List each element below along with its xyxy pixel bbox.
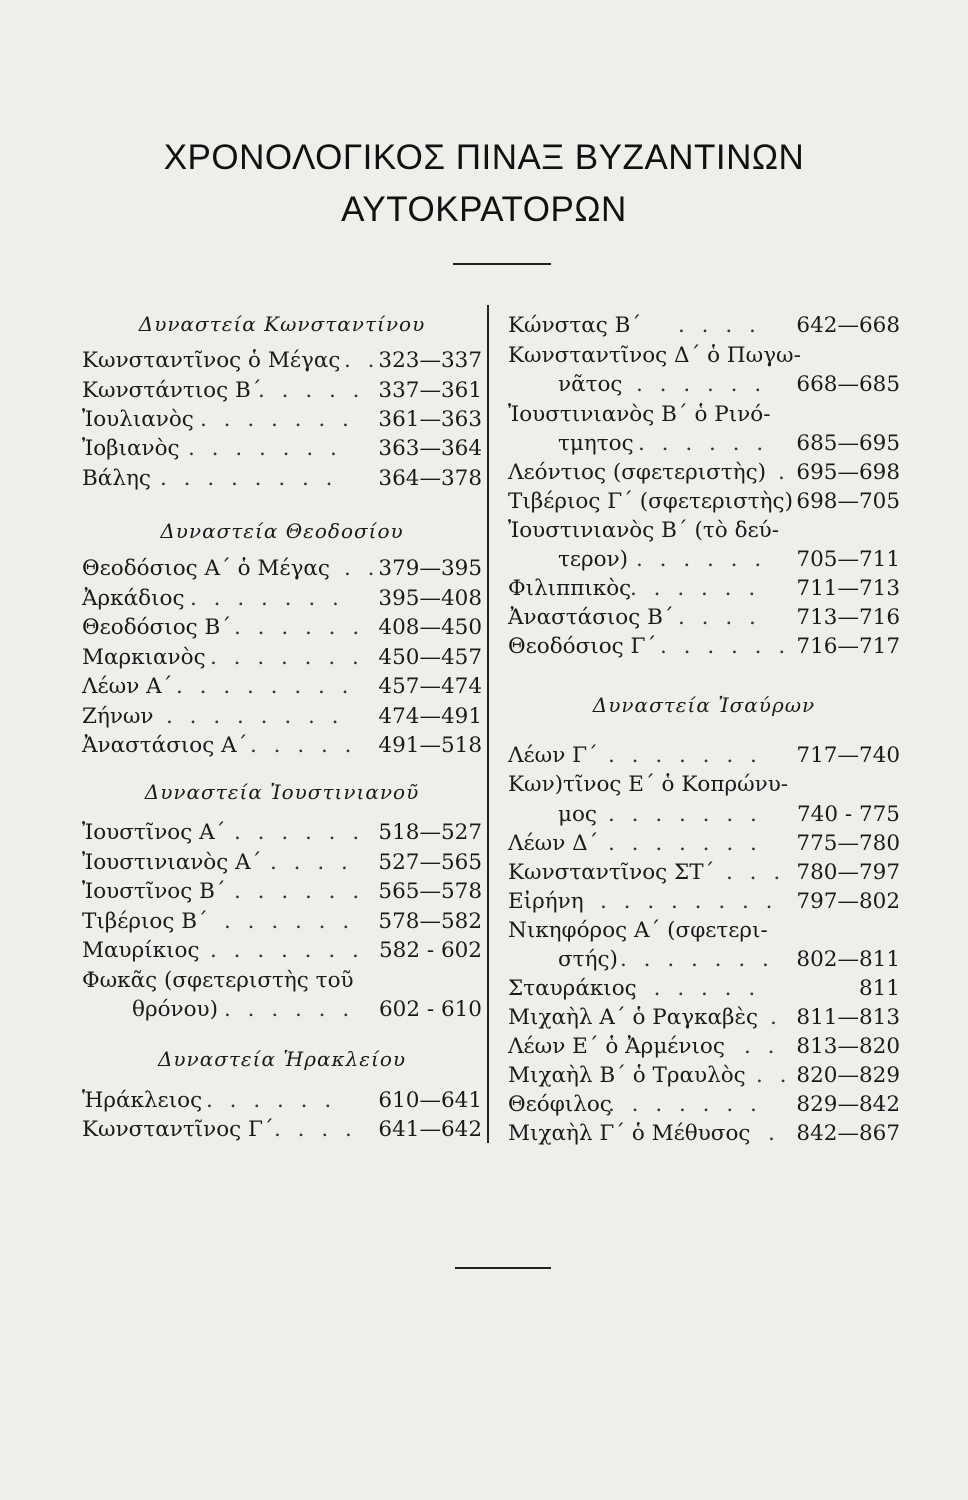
leader-dots: . . . . . .	[630, 576, 761, 601]
dynasty-heading: Δυναστεία Ἰσαύρων	[592, 693, 816, 717]
reign-years: 641—642	[378, 1117, 482, 1142]
reign-years: 565—578	[378, 879, 482, 904]
leader-dots: . . . . . .	[206, 1088, 337, 1113]
emperor-name: Εἰρήνη	[508, 889, 584, 914]
dynasty-heading: Δυναστεία Θεοδοσίου	[160, 519, 404, 543]
emperor-name: Ἰοβιανὸς	[82, 436, 180, 461]
emperor-name: Φωκᾶς (σφετεριστὴς τοῦ	[82, 968, 354, 993]
reign-years: 450—457	[378, 645, 482, 670]
reign-years: 457—474	[378, 674, 482, 699]
emperor-name: Κωνσταντῖνος ὁ Μέγας	[82, 348, 341, 373]
reign-years: 395—408	[378, 586, 482, 611]
reign-years: 408—450	[378, 615, 482, 640]
emperor-row	[508, 770, 900, 800]
leader-dots: . . . . . .	[224, 909, 355, 934]
emperor-row	[82, 434, 482, 464]
leader-dots: . . . . . .	[636, 547, 767, 572]
reign-years: 797—802	[796, 889, 900, 914]
leader-dots: .	[770, 1005, 782, 1030]
reign-years: 820—829	[796, 1063, 900, 1088]
emperor-row	[82, 464, 482, 494]
emperor-name: Φιλιππικὸς	[508, 576, 632, 601]
emperor-name: Ἰουστῖνος Α΄	[82, 820, 226, 845]
reign-years: 582 - 602	[378, 938, 482, 963]
reign-years: 363—364	[378, 436, 482, 461]
reign-years: 775—780	[796, 831, 900, 856]
emperor-name: τερον)	[558, 547, 629, 572]
reign-years: 474—491	[378, 704, 482, 729]
reign-years: 711—713	[796, 576, 900, 601]
emperor-row	[82, 907, 482, 937]
emperor-name: Κώνστας Β΄	[508, 313, 642, 338]
emperor-row	[82, 376, 482, 406]
emperor-name: Λέων Δ΄	[508, 831, 599, 856]
dynasty-heading: Δυναστεία Ἰουστινιανοῦ	[144, 780, 420, 804]
emperor-name: Λέων Α΄	[82, 674, 173, 699]
reign-years: 811—813	[796, 1005, 900, 1030]
leader-dots: . . . . . . .	[188, 436, 342, 461]
emperor-name: Ζήνων	[82, 704, 154, 729]
emperor-name: Τιβέριος Β΄	[82, 909, 208, 934]
emperor-row	[508, 974, 900, 1004]
reign-years: 361—363	[378, 407, 482, 432]
leader-dots: . . . . . . .	[608, 743, 762, 768]
emperor-row	[508, 1003, 900, 1033]
reign-years: 740 - 775	[796, 802, 900, 827]
leader-dots: . .	[344, 348, 380, 373]
emperor-row	[82, 936, 482, 966]
emperor-name: Θεοδόσιος Γ΄	[508, 634, 657, 659]
reign-years: 323—337	[378, 348, 482, 373]
emperor-name: Ἡράκλειος	[82, 1088, 203, 1113]
leader-dots: . . . . . . .	[200, 407, 354, 432]
emperor-row	[508, 458, 900, 488]
reign-years: 518—527	[378, 820, 482, 845]
reign-years: 802—811	[796, 947, 900, 972]
emperor-name: Κωνσταντῖνος Δ΄ ὁ Πωγω-	[508, 343, 801, 368]
leader-dots: . . . . . .	[234, 615, 365, 640]
page-title-line-1: ΧΡΟΝΟΛΟΓΙΚΟΣ ΠΙΝΑΞ ΒΥΖΑΝΤΙΝΩΝ	[163, 138, 805, 177]
emperor-row	[508, 429, 900, 459]
leader-dots: . . . . .	[258, 378, 365, 403]
reign-years: 337—361	[378, 378, 482, 403]
reign-years: 842—867	[796, 1121, 900, 1146]
emperor-name: Θεόφιλος	[508, 1092, 612, 1117]
leader-dots: . . .	[726, 860, 786, 885]
reign-years: 578—582	[378, 909, 482, 934]
reign-years: 379—395	[378, 556, 482, 581]
dynasty-heading: Δυναστεία Ἡρακλείου	[157, 1047, 407, 1071]
leader-dots: . . . . . . . .	[600, 889, 778, 914]
emperor-row	[508, 370, 900, 400]
emperor-name: Τιβέριος Γ΄ (σφετεριστὴς)	[508, 489, 793, 514]
emperor-name: μος	[558, 802, 597, 827]
leader-dots: . . . . . . .	[210, 938, 364, 963]
reign-years: 364—378	[378, 466, 482, 491]
emperor-name: Λέων Ε΄ ὁ Ἀρμένιος	[508, 1034, 725, 1059]
dynasty-heading: Δυναστεία Κωνσταντίνου	[138, 312, 426, 336]
reign-years: 698—705	[796, 489, 900, 514]
emperor-name: Μιχαὴλ Β΄ ὁ Τραυλὸς	[508, 1063, 746, 1088]
emperor-name: Σταυράκιος	[508, 976, 637, 1001]
emperor-row	[82, 702, 482, 732]
emperor-row	[508, 400, 900, 430]
emperor-row	[508, 574, 900, 604]
emperor-row	[82, 613, 482, 643]
reign-years: 642—668	[796, 313, 900, 338]
emperor-name: Λεόντιος (σφετεριστὴς)	[508, 460, 767, 485]
reign-years: 811	[858, 976, 900, 1001]
leader-dots: . .	[344, 556, 380, 581]
reign-years: 813—820	[796, 1034, 900, 1059]
leader-dots: . .	[756, 1063, 792, 1088]
leader-dots: . . . . . . .	[608, 831, 762, 856]
leader-dots: . . . . . . .	[190, 586, 344, 611]
leader-dots: . . . . . .	[224, 997, 355, 1022]
emperor-row	[82, 1115, 482, 1145]
emperor-name: τμητος	[558, 431, 634, 456]
emperor-row	[82, 995, 482, 1025]
leader-dots: .	[778, 460, 790, 485]
leader-dots: . . . . . .	[630, 976, 761, 1001]
emperor-name: Μιχαὴλ Α΄ ὁ Ραγκαβὲς	[508, 1005, 759, 1030]
leader-dots: . . . .	[270, 850, 353, 875]
emperor-name: Νικηφόρος Α΄ (σφετερι-	[508, 918, 768, 943]
reign-years: 610—641	[378, 1088, 482, 1113]
emperor-row	[82, 346, 482, 376]
emperor-row	[508, 487, 900, 517]
emperor-row	[508, 1119, 900, 1149]
emperor-row	[508, 311, 900, 341]
reign-years: 685—695	[796, 431, 900, 456]
reign-years: 717—740	[796, 743, 900, 768]
emperor-row	[508, 632, 900, 662]
emperor-name: στής)	[558, 947, 618, 972]
leader-dots: . . . . . . . .	[160, 466, 338, 491]
emperor-name: Μαυρίκιος	[82, 938, 200, 963]
emperor-name: νᾶτος	[558, 372, 623, 397]
emperor-row	[508, 829, 900, 859]
reign-years: 713—716	[796, 605, 900, 630]
emperor-row	[508, 1032, 900, 1062]
emperor-row	[508, 858, 900, 888]
reign-years: 527—565	[378, 850, 482, 875]
leader-dots: . . . . . . .	[620, 947, 774, 972]
leader-dots: . . . . . . . .	[166, 704, 344, 729]
page-title-line-2: ΑΥΤΟΚΡΑΤΟΡΩΝ	[341, 190, 627, 229]
reign-years: 602 - 610	[378, 997, 482, 1022]
emperor-row	[508, 603, 900, 633]
leader-dots: . . . .	[678, 313, 761, 338]
reign-years: 780—797	[796, 860, 900, 885]
emperor-name: Ἰουστινιανὸς Α΄	[82, 850, 262, 875]
leader-dots: . . . . . . .	[608, 802, 762, 827]
closing-rule	[455, 1267, 551, 1269]
left-column	[82, 0, 482, 1200]
reign-years: 705—711	[796, 547, 900, 572]
leader-dots: . . . . . .	[234, 820, 365, 845]
emperor-name: Ἀναστάσιος Β΄	[508, 605, 674, 630]
emperor-name: Κωνσταντῖνος ΣΤ΄	[508, 860, 715, 885]
emperor-name: Βάλης	[82, 466, 151, 491]
emperor-row	[82, 848, 482, 878]
emperor-row	[82, 966, 482, 996]
right-column	[508, 0, 900, 1200]
leader-dots: . . . . . .	[636, 372, 767, 397]
leader-dots: . . . .	[274, 1117, 357, 1142]
emperor-row	[508, 741, 900, 771]
emperor-name: Ἀναστάσιος Α΄	[82, 733, 248, 758]
emperor-row	[82, 731, 482, 761]
emperor-row	[508, 1090, 900, 1120]
leader-dots: . .	[744, 1034, 780, 1059]
emperor-row	[508, 516, 900, 546]
emperor-name: Ἰουστινιανὸς Β΄ ὁ Ρινό-	[508, 402, 771, 427]
emperor-row	[508, 1061, 900, 1091]
emperor-name: Λέων Γ΄	[508, 743, 598, 768]
reign-years: 668—685	[796, 372, 900, 397]
emperor-name: Ἀρκάδιος	[82, 586, 185, 611]
emperor-name: Κων)τῖνος Ε΄ ὁ Κοπρώνυ-	[508, 772, 789, 797]
reign-years: 695—698	[796, 460, 900, 485]
leader-dots: . . . . . .	[660, 634, 791, 659]
emperor-name: Μιχαὴλ Γ΄ ὁ Μέθυσος	[508, 1121, 751, 1146]
emperor-row	[82, 877, 482, 907]
leader-dots: . . . . . .	[234, 879, 365, 904]
emperor-name: Ἰουστῖνος Β΄	[82, 879, 226, 904]
leader-dots: . . . .	[678, 605, 761, 630]
reign-years: 491—518	[378, 733, 482, 758]
leader-dots: . . . . . .	[638, 431, 769, 456]
emperor-name: θρόνου)	[132, 997, 218, 1022]
emperor-row	[508, 945, 900, 975]
leader-dots: . . . . . . .	[608, 1092, 762, 1117]
emperor-row	[508, 916, 900, 946]
emperor-row	[82, 1086, 482, 1116]
leader-dots: .	[768, 1121, 780, 1146]
leader-dots: . . . . . . .	[210, 645, 364, 670]
emperor-row	[82, 405, 482, 435]
emperor-row	[508, 887, 900, 917]
emperor-name: Θεοδόσιος Α΄ ὁ Μέγας	[82, 556, 330, 581]
leader-dots: . . . . . . . .	[176, 674, 354, 699]
emperor-row	[82, 818, 482, 848]
leader-dots: . . . . .	[250, 733, 357, 758]
emperor-row	[508, 545, 900, 575]
emperor-row	[82, 554, 482, 584]
emperor-row	[82, 643, 482, 673]
emperor-name: Κωνστάντιος Β΄	[82, 378, 262, 403]
emperor-row	[508, 341, 900, 371]
emperor-name: Μαρκιανὸς	[82, 645, 206, 670]
reign-years: 716—717	[796, 634, 900, 659]
emperor-row	[82, 672, 482, 702]
reign-years: 829—842	[796, 1092, 900, 1117]
emperor-row	[508, 800, 900, 830]
emperor-name: Θεοδόσιος Β΄	[82, 615, 232, 640]
emperor-name: Ἰουλιανὸς	[82, 407, 194, 432]
emperor-row	[82, 584, 482, 614]
emperor-name: Κωνσταντῖνος Γ΄	[82, 1117, 274, 1142]
emperor-name: Ἰουστινιανὸς Β΄ (τὸ δεύ-	[508, 518, 779, 543]
column-divider	[487, 305, 489, 1143]
